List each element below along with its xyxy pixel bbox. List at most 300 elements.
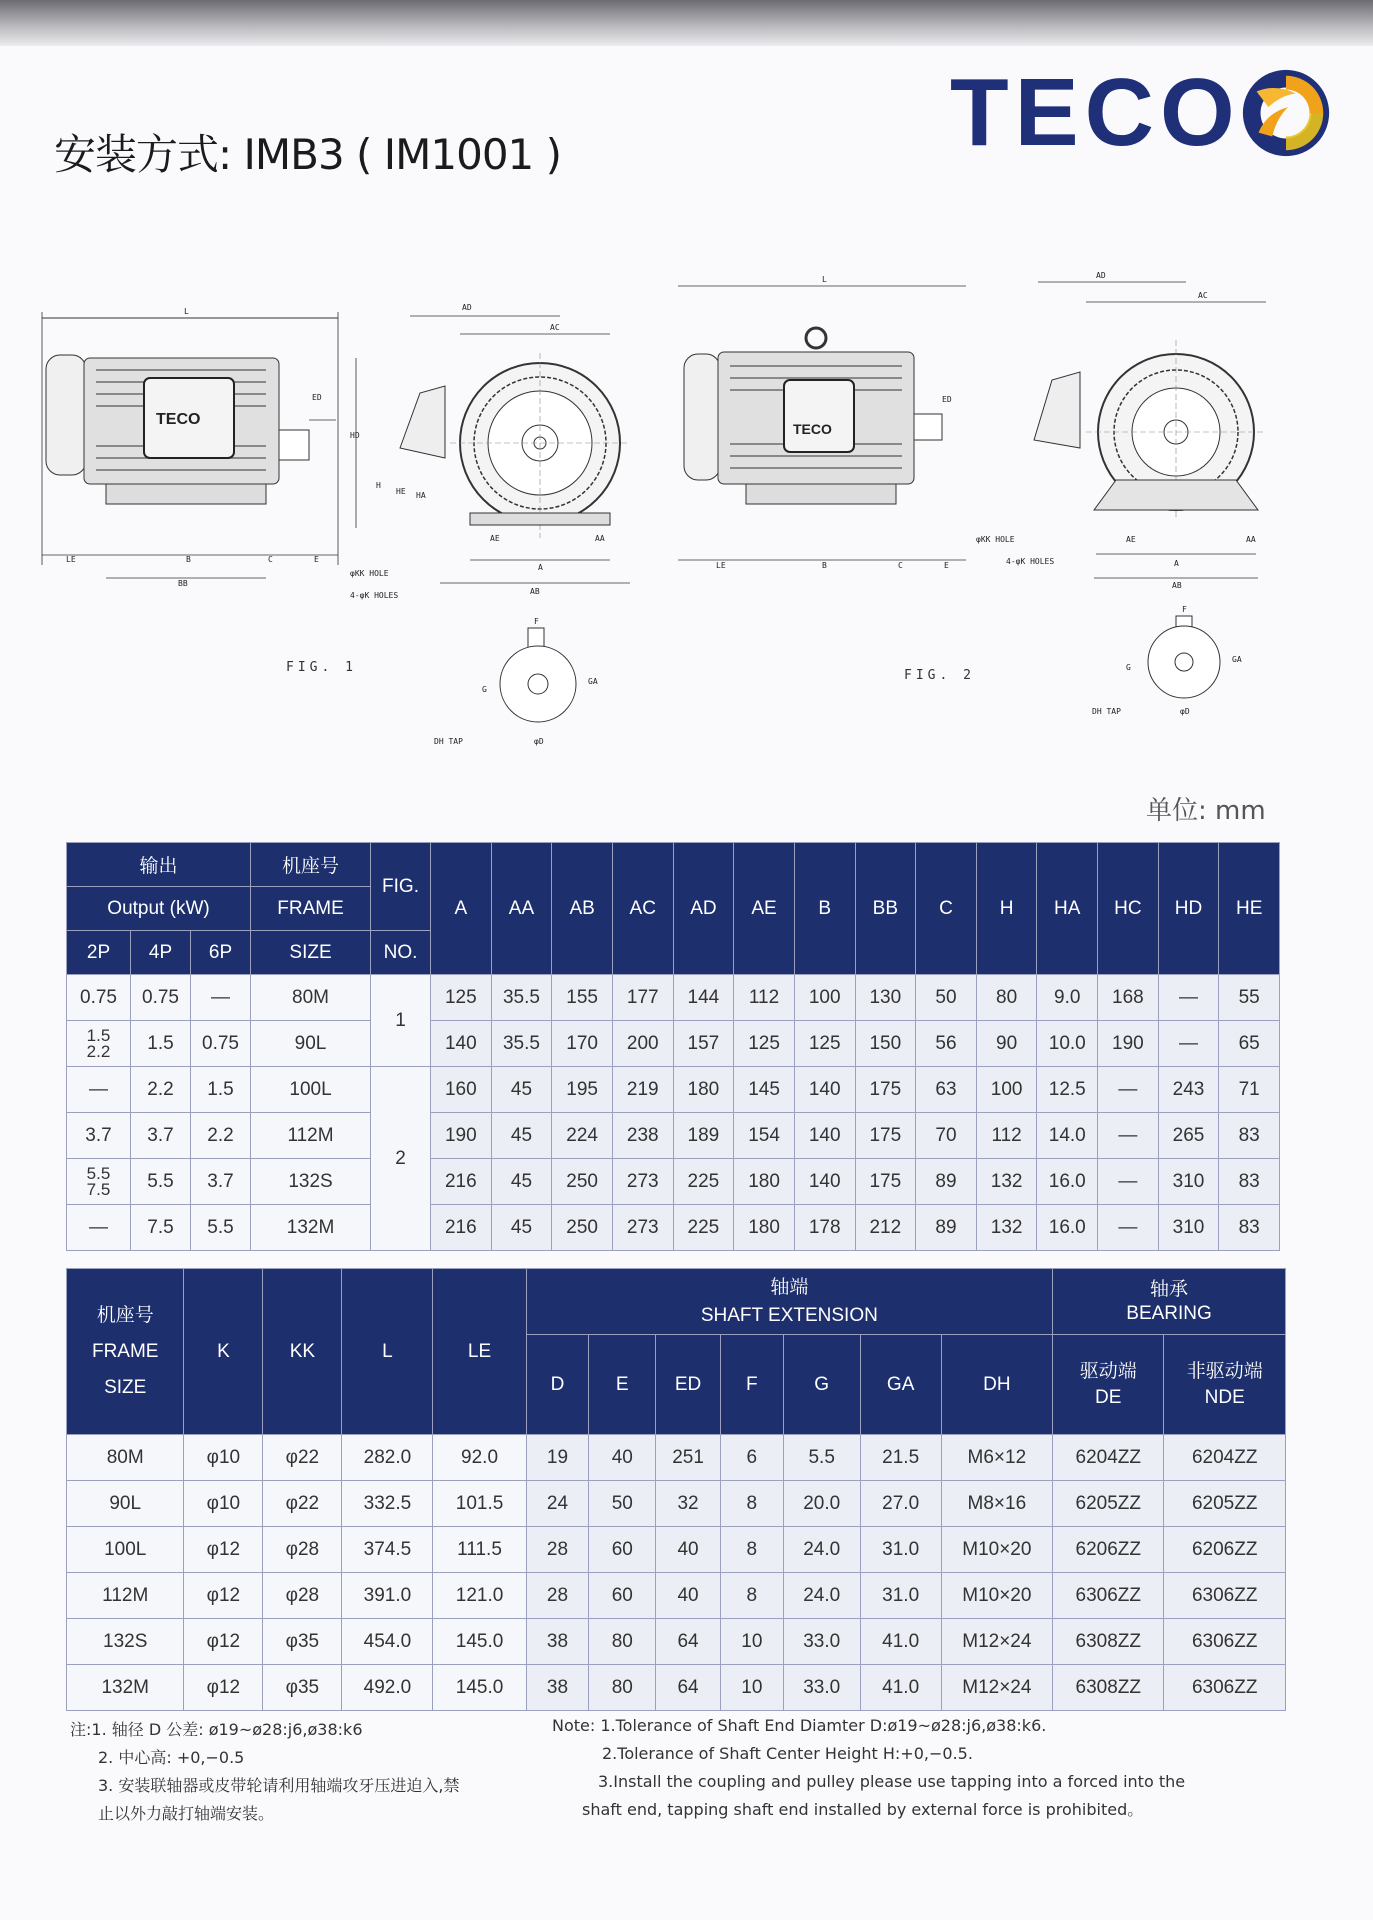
cell-ad: 180 [673, 1067, 734, 1113]
cell-aa: 35.5 [491, 1021, 552, 1067]
dimension-table-2 [66, 1268, 1286, 1711]
header-dim-A: A [431, 843, 492, 975]
cell-kk: φ35 [263, 1619, 342, 1665]
cell-aa: 35.5 [491, 975, 552, 1021]
cell-ed: 64 [656, 1619, 721, 1665]
cell-k: φ10 [184, 1481, 263, 1527]
header-output-en: Output (kW) [67, 887, 251, 931]
cell-bearing-de: 6205ZZ [1053, 1481, 1164, 1527]
cell-d: 28 [526, 1573, 589, 1619]
cell-ab: 250 [552, 1205, 613, 1251]
header2-nde [1164, 1335, 1286, 1435]
dim-AD: AD [462, 303, 472, 312]
table-row [67, 975, 1280, 1021]
header-6p: 6P [191, 931, 251, 975]
cell-frame: 100L [67, 1527, 184, 1573]
header2-frame-en: FRAME [91, 1340, 159, 1362]
cell-ha: 9.0 [1037, 975, 1098, 1021]
cell-le: 145.0 [433, 1665, 526, 1711]
notes-chinese [70, 1716, 459, 1828]
cell-g: 24.0 [783, 1573, 860, 1619]
fig1-side-view [36, 300, 346, 590]
dim-AA-2: AA [1246, 535, 1256, 544]
header-fig: FIG. [371, 843, 431, 931]
cell-k: φ10 [184, 1435, 263, 1481]
dim-AB: AB [530, 587, 540, 596]
cell-d: 38 [526, 1619, 589, 1665]
cell-bb: 130 [855, 975, 916, 1021]
cell-he: 65 [1219, 1021, 1280, 1067]
header2-L: L [342, 1269, 433, 1435]
cell-hc: 168 [1098, 975, 1159, 1021]
cell-2p: 3.7 [67, 1113, 131, 1159]
cell-hd: 265 [1158, 1113, 1219, 1159]
cell-kk: φ28 [263, 1527, 342, 1573]
header2-GA: GA [860, 1335, 941, 1435]
cell-aa: 45 [491, 1067, 552, 1113]
fig1-shaft-section [430, 612, 610, 752]
dim-AC-2: AC [1198, 291, 1208, 300]
dim-L: L [184, 307, 189, 316]
table-row [67, 1573, 1286, 1619]
cell-f: 10 [720, 1619, 783, 1665]
header2-nde-cn: 非驱动端 [1186, 1360, 1263, 1382]
cell-le: 121.0 [433, 1573, 526, 1619]
cell-d: 38 [526, 1665, 589, 1711]
cell-he: 83 [1219, 1113, 1280, 1159]
cell-f: 10 [720, 1665, 783, 1711]
cell-bearing-nde: 6306ZZ [1164, 1619, 1286, 1665]
cell-bb: 175 [855, 1113, 916, 1159]
header2-nde-en: NDE [1204, 1386, 1245, 1408]
cell-frame: 132S [67, 1619, 184, 1665]
header2-de-en: DE [1095, 1386, 1122, 1408]
note-en-2: 2.Tolerance of Shaft Center Height H:+0,−0.5. [602, 1744, 973, 1763]
cell-ae: 180 [734, 1205, 795, 1251]
cell-bb: 175 [855, 1159, 916, 1205]
cell-aa: 45 [491, 1205, 552, 1251]
cell-frame: 90L [67, 1481, 184, 1527]
header2-bearing-cn: 轴承 [1150, 1278, 1189, 1300]
cell-a: 125 [431, 975, 492, 1021]
header-dim-AB: AB [552, 843, 613, 975]
cell-e: 40 [589, 1435, 656, 1481]
cell-g: 24.0 [783, 1527, 860, 1573]
cell-d: 19 [526, 1435, 589, 1481]
cell-frame: 112M [251, 1113, 371, 1159]
cell-ae: 180 [734, 1159, 795, 1205]
cell-b: 125 [794, 1021, 855, 1067]
header-dim-AD: AD [673, 843, 734, 975]
dim-GA-2: GA [1232, 655, 1242, 664]
table-row [67, 1159, 1280, 1205]
fig2-label: FIG. 2 [904, 668, 975, 683]
header-dim-AC: AC [612, 843, 673, 975]
cell-dh: M6×12 [941, 1435, 1052, 1481]
cell-l: 492.0 [342, 1665, 433, 1711]
dim-ED-2: ED [942, 395, 952, 404]
cell-h: 132 [976, 1159, 1037, 1205]
cell-bearing-nde: 6205ZZ [1164, 1481, 1286, 1527]
note-cn-4: 止以外力敲打轴端安装。 [98, 1804, 275, 1823]
cell-ac: 177 [612, 975, 673, 1021]
cell-4p: 3.7 [131, 1113, 191, 1159]
fig2-shaft-section [1086, 600, 1266, 730]
header2-E: E [589, 1335, 656, 1435]
header-output-cn: 输出 [67, 843, 251, 887]
cell-ab: 170 [552, 1021, 613, 1067]
cell-h: 100 [976, 1067, 1037, 1113]
cell-bearing-de: 6308ZZ [1053, 1619, 1164, 1665]
cell-k: φ12 [184, 1619, 263, 1665]
dim-F-2: F [1182, 605, 1187, 614]
header-2p: 2P [67, 931, 131, 975]
cell-ae: 112 [734, 975, 795, 1021]
cell-l: 282.0 [342, 1435, 433, 1481]
cell-c: 89 [916, 1159, 977, 1205]
cell-b: 140 [794, 1159, 855, 1205]
cell-2p: — [67, 1067, 131, 1113]
cell-frame: 112M [67, 1573, 184, 1619]
cell-dh: M8×16 [941, 1481, 1052, 1527]
header2-F: F [720, 1335, 783, 1435]
cell-aa: 45 [491, 1113, 552, 1159]
header2-frame [67, 1269, 184, 1435]
cell-kk: φ22 [263, 1481, 342, 1527]
dim-ED: ED [312, 393, 322, 402]
cell-h: 112 [976, 1113, 1037, 1159]
header-frame-en: FRAME [251, 887, 371, 931]
cell-2p: — [67, 1205, 131, 1251]
cell-hc: — [1098, 1159, 1159, 1205]
dim-HA: HA [416, 491, 426, 500]
cell-a: 216 [431, 1205, 492, 1251]
cell-le: 111.5 [433, 1527, 526, 1573]
label-k-holes: 4-φK HOLES [350, 591, 399, 600]
page-title: 安装方式: IMB3 ( IM1001 ) [54, 130, 561, 179]
table-row [67, 1205, 1280, 1251]
cell-c: 56 [916, 1021, 977, 1067]
header2-ED: ED [656, 1335, 721, 1435]
cell-f: 8 [720, 1527, 783, 1573]
table-row [67, 1435, 1286, 1481]
cell-d: 24 [526, 1481, 589, 1527]
dim-B-2: B [822, 561, 827, 570]
cell-6p: 5.5 [191, 1205, 251, 1251]
cell-6p: 0.75 [191, 1021, 251, 1067]
cell-ac: 200 [612, 1021, 673, 1067]
cell-ga: 31.0 [860, 1573, 941, 1619]
header2-de [1053, 1335, 1164, 1435]
cell-ae: 125 [734, 1021, 795, 1067]
header2-size: SIZE [104, 1376, 147, 1398]
cell-ab: 250 [552, 1159, 613, 1205]
cell-bearing-de: 6206ZZ [1053, 1527, 1164, 1573]
header-dim-HA: HA [1037, 843, 1098, 975]
header-dim-HE: HE [1219, 843, 1280, 975]
cell-kk: φ35 [263, 1665, 342, 1711]
dim-A-2: A [1174, 559, 1179, 568]
cell-hd: — [1158, 1021, 1219, 1067]
header2-LE: LE [433, 1269, 526, 1435]
logo-swirl-icon [1237, 64, 1335, 162]
dim-C-2: C [898, 561, 903, 570]
cell-hc: — [1098, 1113, 1159, 1159]
cell-e: 60 [589, 1573, 656, 1619]
cell-f: 8 [720, 1481, 783, 1527]
cell-a: 140 [431, 1021, 492, 1067]
cell-frame: 132M [67, 1665, 184, 1711]
header2-bearing-en: BEARING [1126, 1302, 1212, 1324]
note-en-4: shaft end, tapping shaft end installed by external force is prohibited。 [582, 1800, 1144, 1819]
header-dim-B: B [794, 843, 855, 975]
cell-4p: 1.5 [131, 1021, 191, 1067]
cell-2p: 0.75 [67, 975, 131, 1021]
cell-l: 374.5 [342, 1527, 433, 1573]
header2-bearing [1053, 1269, 1286, 1335]
cell-hc: 190 [1098, 1021, 1159, 1067]
header2-shaft-cn: 轴端 [770, 1276, 809, 1298]
cell-b: 178 [794, 1205, 855, 1251]
cell-b: 140 [794, 1113, 855, 1159]
header2-frame-cn: 机座号 [96, 1304, 154, 1326]
cell-dh: M12×24 [941, 1619, 1052, 1665]
cell-he: 55 [1219, 975, 1280, 1021]
cell-ab: 195 [552, 1067, 613, 1113]
dim-AB-2: AB [1172, 581, 1182, 590]
cell-b: 140 [794, 1067, 855, 1113]
table-row [67, 1527, 1286, 1573]
cell-g: 33.0 [783, 1665, 860, 1711]
header-dim-AA: AA [491, 843, 552, 975]
cell-ad: 225 [673, 1205, 734, 1251]
header-no: NO. [371, 931, 431, 975]
cell-f: 8 [720, 1573, 783, 1619]
header2-de-cn: 驱动端 [1079, 1360, 1137, 1382]
cell-6p: 3.7 [191, 1159, 251, 1205]
cell-bearing-de: 6306ZZ [1053, 1573, 1164, 1619]
cell-dh: M12×24 [941, 1665, 1052, 1711]
cell-6p: — [191, 975, 251, 1021]
cell-kk: φ22 [263, 1435, 342, 1481]
cell-he: 83 [1219, 1159, 1280, 1205]
cell-bearing-de: 6204ZZ [1053, 1435, 1164, 1481]
cell-hc: — [1098, 1205, 1159, 1251]
note-en-3: 3.Install the coupling and pulley please use tapping into a forced into the [598, 1772, 1186, 1791]
cell-ga: 31.0 [860, 1527, 941, 1573]
logo-text: TECO [950, 59, 1241, 166]
cell-g: 5.5 [783, 1435, 860, 1481]
note-cn-3: 3. 安装联轴器或皮带轮请利用轴端攻牙压进迫入,禁 [98, 1776, 460, 1795]
label-phi-d-2: φD [1180, 707, 1190, 716]
dim-BB: BB [178, 579, 188, 588]
cell-bb: 212 [855, 1205, 916, 1251]
cell-b: 100 [794, 975, 855, 1021]
fig1-front-view [350, 298, 640, 613]
cell-frame: 132M [251, 1205, 371, 1251]
cell-c: 70 [916, 1113, 977, 1159]
header2-KK: KK [263, 1269, 342, 1435]
dim-LE-2: LE [716, 561, 726, 570]
cell-d: 28 [526, 1527, 589, 1573]
cell-h: 80 [976, 975, 1037, 1021]
cell-ab: 224 [552, 1113, 613, 1159]
cell-ac: 238 [612, 1113, 673, 1159]
cell-a: 190 [431, 1113, 492, 1159]
dim-C: C [268, 555, 273, 564]
cell-ab: 155 [552, 975, 613, 1021]
fig2-front-view [976, 270, 1266, 590]
cell-a: 160 [431, 1067, 492, 1113]
cell-4p: 7.5 [131, 1205, 191, 1251]
dim-AC: AC [550, 323, 560, 332]
cell-e: 80 [589, 1665, 656, 1711]
cell-e: 80 [589, 1619, 656, 1665]
cell-ac: 219 [612, 1067, 673, 1113]
header-dim-C: C [916, 843, 977, 975]
header-dim-H: H [976, 843, 1037, 975]
cell-h: 90 [976, 1021, 1037, 1067]
cell-6p: 1.5 [191, 1067, 251, 1113]
cell-4p: 0.75 [131, 975, 191, 1021]
cell-dh: M10×20 [941, 1573, 1052, 1619]
header2-shaft-en: SHAFT EXTENSION [700, 1304, 878, 1326]
cell-frame: 80M [251, 975, 371, 1021]
cell-4p: 5.5 [131, 1159, 191, 1205]
header-dim-HD: HD [1158, 843, 1219, 975]
dim-A: A [538, 563, 543, 572]
dim-B: B [186, 555, 191, 564]
unit-label: 单位: mm [1146, 796, 1266, 826]
dim-L-2: L [822, 275, 827, 284]
cell-ad: 225 [673, 1159, 734, 1205]
cell-ac: 273 [612, 1205, 673, 1251]
dim-AE: AE [490, 534, 500, 543]
cell-ed: 40 [656, 1573, 721, 1619]
label-kk-hole: φKK HOLE [350, 569, 389, 578]
dim-AD-2: AD [1096, 271, 1106, 280]
top-band [0, 0, 1373, 46]
cell-kk: φ28 [263, 1573, 342, 1619]
cell-ed: 251 [656, 1435, 721, 1481]
cell-fig: 2 [371, 1067, 431, 1251]
note-en-1: Note: 1.Tolerance of Shaft End Diamter D:ø19~ø28:j6,ø38:k6. [552, 1716, 1047, 1735]
cell-e: 60 [589, 1527, 656, 1573]
table-row [67, 1619, 1286, 1665]
table-row [67, 1481, 1286, 1527]
cell-ae: 145 [734, 1067, 795, 1113]
cell-g: 33.0 [783, 1619, 860, 1665]
fig2-side-view [676, 274, 976, 574]
cell-ga: 21.5 [860, 1435, 941, 1481]
cell-bearing-nde: 6204ZZ [1164, 1435, 1286, 1481]
cell-hd: 310 [1158, 1159, 1219, 1205]
cell-aa: 45 [491, 1159, 552, 1205]
cell-bb: 175 [855, 1067, 916, 1113]
cell-dh: M10×20 [941, 1527, 1052, 1573]
cell-frame: 100L [251, 1067, 371, 1113]
cell-ha: 12.5 [1037, 1067, 1098, 1113]
label-dh-tap-2: DH TAP [1092, 707, 1121, 716]
cell-c: 63 [916, 1067, 977, 1113]
cell-2p: 5.5 7.5 [67, 1159, 131, 1205]
label-dh-tap: DH TAP [434, 737, 463, 746]
cell-k: φ12 [184, 1573, 263, 1619]
dim-G: G [482, 685, 487, 694]
dim-F: F [534, 617, 539, 626]
cell-ga: 41.0 [860, 1619, 941, 1665]
cell-ga: 41.0 [860, 1665, 941, 1711]
table-row [67, 1021, 1280, 1067]
table-row [67, 1665, 1286, 1711]
dim-GA: GA [588, 677, 598, 686]
cell-ha: 14.0 [1037, 1113, 1098, 1159]
header-dim-HC: HC [1098, 843, 1159, 975]
cell-frame: 132S [251, 1159, 371, 1205]
fig1-label: FIG. 1 [286, 660, 357, 675]
cell-ga: 27.0 [860, 1481, 941, 1527]
cell-c: 50 [916, 975, 977, 1021]
cell-frame: 80M [67, 1435, 184, 1481]
header-4p: 4P [131, 931, 191, 975]
header2-G: G [783, 1335, 860, 1435]
cell-l: 391.0 [342, 1573, 433, 1619]
cell-le: 92.0 [433, 1435, 526, 1481]
cell-k: φ12 [184, 1665, 263, 1711]
header2-K: K [184, 1269, 263, 1435]
header-frame-cn: 机座号 [251, 843, 371, 887]
cell-a: 216 [431, 1159, 492, 1205]
cell-e: 50 [589, 1481, 656, 1527]
header2-DH: DH [941, 1335, 1052, 1435]
cell-ae: 154 [734, 1113, 795, 1159]
cell-he: 71 [1219, 1067, 1280, 1113]
header-dim-AE: AE [734, 843, 795, 975]
cell-ac: 273 [612, 1159, 673, 1205]
cell-hd: — [1158, 975, 1219, 1021]
cell-2p: 1.5 2.2 [67, 1021, 131, 1067]
dim-AA: AA [595, 534, 605, 543]
cell-ad: 157 [673, 1021, 734, 1067]
cell-hd: 243 [1158, 1067, 1219, 1113]
cell-c: 89 [916, 1205, 977, 1251]
cell-le: 101.5 [433, 1481, 526, 1527]
cell-ad: 144 [673, 975, 734, 1021]
notes-english [552, 1712, 1185, 1824]
table-row [67, 1113, 1280, 1159]
dim-H: H [376, 481, 381, 490]
note-cn-2: 2. 中心高: +0,−0.5 [98, 1748, 245, 1767]
cell-g: 20.0 [783, 1481, 860, 1527]
cell-hd: 310 [1158, 1205, 1219, 1251]
cell-l: 332.5 [342, 1481, 433, 1527]
header-dim-BB: BB [855, 843, 916, 975]
dim-E-2: E [944, 561, 949, 570]
dim-HD: HD [350, 431, 360, 440]
cell-ed: 32 [656, 1481, 721, 1527]
label-kk-hole-2: φKK HOLE [976, 535, 1015, 544]
cell-ha: 16.0 [1037, 1159, 1098, 1205]
cell-ed: 64 [656, 1665, 721, 1711]
label-k-holes-2: 4-φK HOLES [1006, 557, 1055, 566]
label-phi-d: φD [534, 737, 544, 746]
cell-f: 6 [720, 1435, 783, 1481]
cell-4p: 2.2 [131, 1067, 191, 1113]
dim-E: E [314, 555, 319, 564]
cell-bearing-nde: 6306ZZ [1164, 1573, 1286, 1619]
note-cn-1: 注:1. 轴径 D 公差: ø19~ø28:j6,ø38:k6 [70, 1720, 363, 1739]
cell-k: φ12 [184, 1527, 263, 1573]
